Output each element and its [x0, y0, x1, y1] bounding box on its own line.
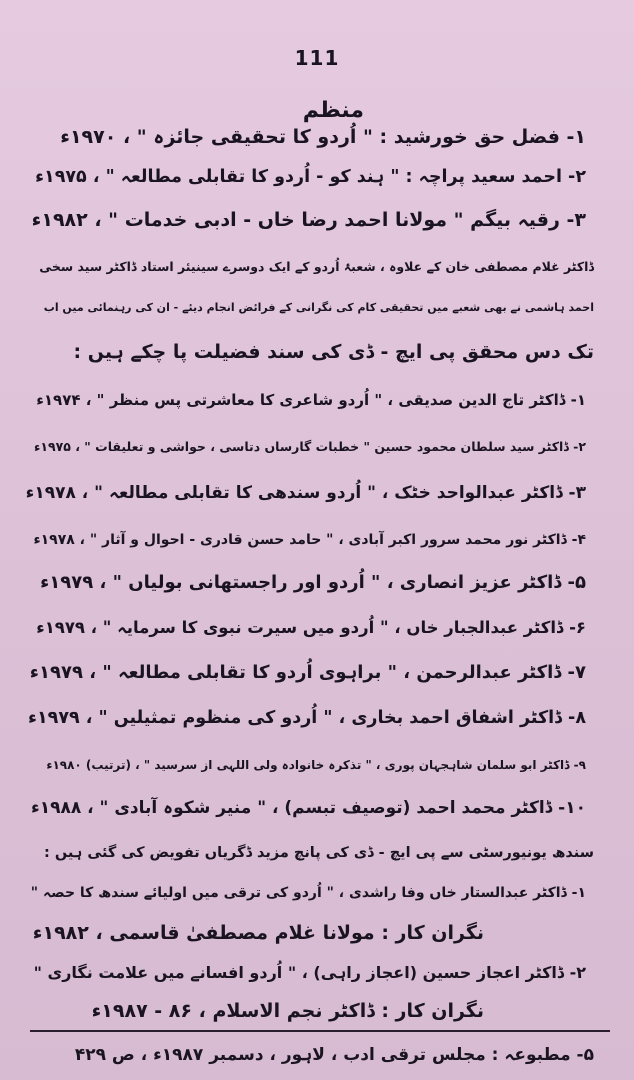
paragraph-line: ڈاکٹر غلام مصطفی خان کے علاوہ ، شعبۂ اُردو کے ایک دوسرے سینیئر استاد ڈاکٹر سید سخی — [39, 259, 594, 274]
list-item: ۱۰- ڈاکٹر محمد احمد (توصیف تبسم) ، " منیر شکوہ آبادی " ، ۱۹۸۸ء — [31, 798, 586, 818]
paragraph-line: تک دس محقق پی ایچ - ڈی کی سند فضیلت پا چکے ہیں : — [73, 341, 594, 363]
footnote-divider — [30, 1030, 610, 1032]
list-item: ۸- ڈاکٹر اشفاق احمد بخاری ، " اُردو کی منظوم تمثیلیں " ، ۱۹۷۹ء — [28, 708, 586, 728]
list-item: ۱- فضل حق خورشید : " اُردو کا تحقیقی جائزہ " ، ۱۹۷۰ء — [60, 126, 586, 148]
footnote: ۵- مطبوعہ : مجلس ترقی ادب ، لاہور ، دسمبر ۱۹۸۷ء ، ص ۴۲۹ — [74, 1045, 594, 1065]
list-item: ۹- ڈاکٹر ابو سلمان شاہجہان پوری ، " تذکرہ خانوادہ ولی اللہی از سرسید " ، (ترتیب) ۱۹۸۰ء — [46, 758, 586, 772]
list-item: ۲- ڈاکٹر اعجاز حسین (اعجاز راہی) ، " اُردو افسانے میں علامت نگاری " — [33, 963, 586, 982]
list-item: ۳- رقیہ بیگم " مولانا احمد رضا خاں - ادبی خدمات " ، ۱۹۸۲ء — [31, 209, 586, 231]
list-item: ۳- ڈاکٹر عبدالواحد خٹک ، " اُردو سندھی کا تقابلی مطالعہ " ، ۱۹۷۸ء — [25, 483, 586, 503]
list-item: ۲- احمد سعید پراچہ : " ہند کو - اُردو کا تقابلی مطالعہ " ، ۱۹۷۵ء — [35, 167, 586, 187]
list-item: ۱- ڈاکٹر عبدالستار خاں وفا راشدی ، " اُردو کی ترقی میں اولیائے سندھ کا حصہ " — [30, 885, 586, 901]
list-item: ۱- ڈاکٹر تاج الدین صدیقی ، " اُردو شاعری کا معاشرتی پس منظر " ، ۱۹۷۴ء — [36, 391, 586, 409]
supervisor-line: نگران کار : ڈاکٹر نجم الاسلام ، ۸۶ - ۱۹۸۷ء — [91, 1000, 484, 1022]
paragraph-line: سندھ یونیورسٹی سے پی ایچ - ڈی کی پانچ مزید ڈگریاں تفویض کی گئی ہیں : — [43, 845, 594, 861]
page-number: 111 — [294, 46, 340, 70]
list-item: ۶- ڈاکٹر عبدالجبار خاں ، " اُردو میں سیرت نبوی کا سرمایہ " ، ۱۹۷۹ء — [36, 618, 586, 637]
list-item: ۵- ڈاکٹر عزیز انصاری ، " اُردو اور راجستھانی بولیاں " ، ۱۹۷۹ء — [40, 572, 586, 593]
list-item: ۷- ڈاکٹر عبدالرحمن ، " براہوی اُردو کا تقابلی مطالعہ " ، ۱۹۷۹ء — [29, 662, 586, 683]
list-item: ۴- ڈاکٹر نور محمد سرور اکبر آبادی ، " حامد حسن قادری - احوال و آثار " ، ۱۹۷۸ء — [33, 532, 586, 548]
section-heading: منظم — [302, 98, 364, 123]
paragraph-line: احمد ہاشمی نے بھی شعبے میں تحقیقی کام کی نگرانی کے فرائض انجام دیئے - ان کی رہنمائی میں اب — [43, 301, 594, 314]
list-item: ۲- ڈاکٹر سید سلطان محمود حسین " خطبات گارساں دتاسی ، حواشی و تعلیقات " ، ۱۹۷۵ء — [33, 439, 586, 454]
supervisor-line: نگران کار : مولانا غلام مصطفیٰ قاسمی ، ۱۹۸۲ء — [32, 922, 484, 944]
